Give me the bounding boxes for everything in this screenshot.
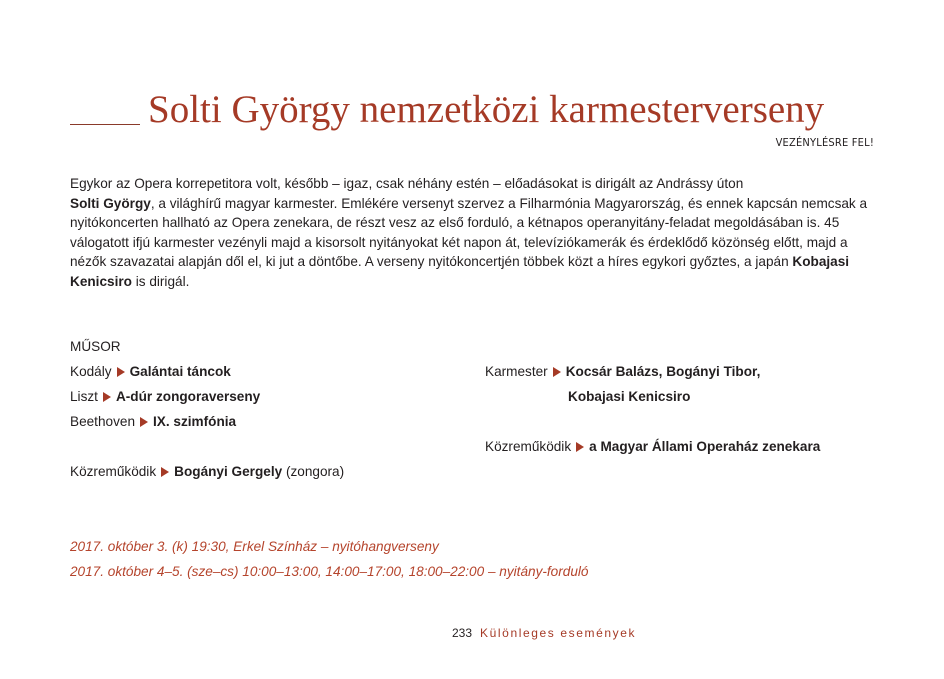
conductor-label: Karmester — [485, 364, 548, 379]
conductor-names-line2: Kobajasi Kenicsiro — [568, 389, 691, 404]
orchestra-name: a Magyar Állami Operaház zenekara — [589, 439, 821, 454]
page-footer — [452, 626, 636, 640]
event-date-2: 2017. október 4–5. (sze–cs) 10:00–13:00, 14:00–17:00, 18:00–22:00 – nyitány-forduló — [70, 564, 589, 579]
intro-name-kobajasi: Kobajasi Kenicsiro — [70, 254, 850, 289]
triangle-bullet-icon — [576, 442, 584, 452]
program-item — [70, 409, 236, 434]
event-date-1: 2017. október 3. (k) 19:30, Erkel Színház – nyitóhangverseny — [70, 539, 439, 554]
orchestra-credit — [485, 434, 820, 459]
triangle-bullet-icon — [140, 417, 148, 427]
program-heading: MŰSOR — [70, 339, 121, 354]
composer-name: Kodály — [70, 364, 112, 379]
soloist-name: Bogányi Gergely — [174, 464, 283, 479]
intro-text-2: , a világhírű magyar karmester. Emlékére versenyt szervez a Filharmónia Magyarország, és ennek kapcsán nemcsak a nyitókoncerten hallható az Opera zenekara, de részt vesz az első forduló, a kétnapos operanyitány-feladat megoldásában is. 45 válogatott ifjú karmester vezényli majd a kisorsolt nyitányokat két napon át, televíziókamerák és érdeklődő közönség előtt, majd a nézők szavazatai alapján dől el, ki jut a döntőbe. A verseny nyitókoncertjén többek közt a híres egykori győztes, a japán — [70, 195, 868, 270]
soloist-credit — [70, 459, 344, 484]
page-title: Solti György nemzetközi karmesterverseny — [148, 88, 825, 131]
intro-name-solti: Solti György — [70, 195, 151, 211]
work-title: IX. szimfónia — [153, 414, 237, 429]
intro-paragraph — [70, 174, 880, 292]
program-item — [70, 384, 260, 409]
orchestra-label: Közreműködik — [485, 439, 572, 454]
composer-name: Beethoven — [70, 414, 136, 429]
section-name: Különleges események — [480, 626, 637, 640]
triangle-bullet-icon — [553, 367, 561, 377]
program-item — [70, 359, 231, 384]
triangle-bullet-icon — [161, 467, 169, 477]
composer-name: Liszt — [70, 389, 98, 404]
soloist-label: Közreműködik — [70, 464, 157, 479]
triangle-bullet-icon — [117, 367, 125, 377]
work-title: Galántai táncok — [129, 364, 231, 379]
conductor-names: Kocsár Balázs, Bogányi Tibor, — [565, 364, 761, 379]
conductor-credit — [485, 359, 760, 384]
page-number: 233 — [452, 626, 473, 640]
work-title: A-dúr zongoraverseny — [115, 389, 261, 404]
triangle-bullet-icon — [103, 392, 111, 402]
soloist-role: (zongora) — [282, 464, 345, 479]
page-subtitle: VEZÉNYLÉSRE FEL! — [775, 136, 874, 149]
title-rule — [70, 124, 140, 125]
intro-text-3: is dirigál. — [131, 273, 190, 289]
conductor-names-cont — [568, 384, 690, 409]
intro-text-1: Egykor az Opera korrepetitora volt, később – igaz, csak néhány estén – előadásokat is dirigált az Andrássy úton — [70, 176, 744, 191]
